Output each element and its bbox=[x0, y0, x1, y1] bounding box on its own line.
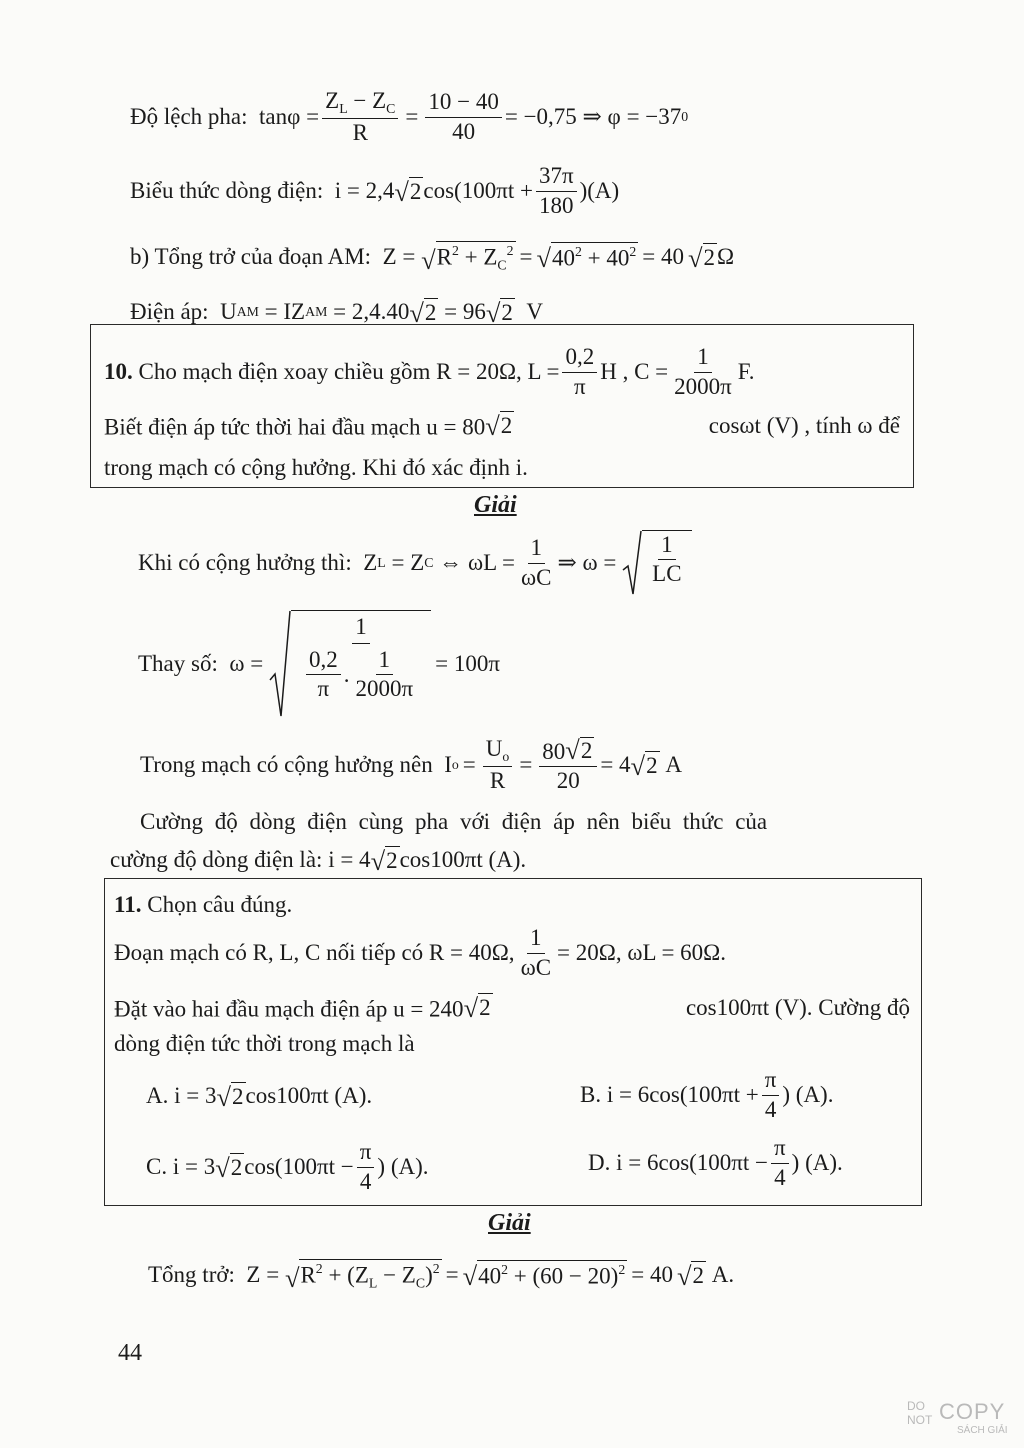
page-number: 44 bbox=[118, 1340, 142, 1366]
substitution-line: Thay số: ω = 1 $\frac{0,2}{\pi}$ . $\frac{1}{2000\pi}$ = 100π bbox=[138, 610, 504, 718]
current-amplitude-line: Trong mạch có cộng hưởng nên I o = $\frac{U_o}{R}$ = 80 √ 2 20 = 4 √ 2 A bbox=[140, 734, 682, 794]
final-current-line: cường độ dòng điện là: i = 4 √ 2 cos100πt (A). bbox=[110, 845, 527, 876]
zl-zc-over-r: $\frac{Z_L - Z_C}{R}$ bbox=[322, 89, 398, 145]
problem-10-line3: trong mạch có cộng hưởng. Khi đó xác định i. bbox=[104, 455, 528, 480]
impedance-am-line: b) Tổng trở của đoạn AM: Z = √ $R^2 + Z_C^2$ = √ $40^2 + 40^2$ = 40 √ 2 Ω bbox=[130, 242, 735, 275]
phase-line: Độ lệch pha: tanφ = $\frac{Z_L - Z_C}{R}$ = $\frac{10 - 40}{40}$ = −0,75 ⇒ φ = −37 0 bbox=[130, 87, 689, 146]
problem-11-line1: Đoạn mạch có R, L, C nối tiếp có R = 40Ω, $\frac{1}{\omega C}$ = 20Ω, ωL = 60Ω. bbox=[114, 925, 727, 980]
option-a[interactable]: A. i = 3 √ 2 cos100πt (A). bbox=[146, 1081, 373, 1112]
voltage-am-line: Điện áp: U AM = IZ AM = 2,4.40 √ 2 = 96 √ 2 V bbox=[130, 297, 543, 328]
problem-11-line3: dòng điện tức thời trong mạch là bbox=[114, 1031, 415, 1056]
total-impedance-line: Tổng trở: Z = √ $R^2 + (Z_L - Z_C)^2$ = √ $40^2 + (60 - 20)^2$ = 40 √ 2 A. bbox=[148, 1260, 735, 1293]
solution-heading-1: Giải bbox=[474, 492, 517, 518]
problem-11-title: 11. Chọn câu đúng. bbox=[114, 892, 293, 917]
problem-11-line2: Đặt vào hai đầu mạch điện áp u = 240 √ 2 cos100πt (V). Cường độ bbox=[114, 992, 910, 1023]
option-d[interactable]: D. i = 6cos(100πt − $\frac{\pi}{4}$ ) (A). bbox=[588, 1135, 843, 1190]
problem-10-line2: Biết điện áp tức thời hai đầu mạch u = 80 √ 2 cosωt (V) , tính ω để bbox=[104, 410, 900, 441]
num-frac: $\frac{10 - 40}{40}$ bbox=[425, 90, 501, 143]
problem-10-line1: 10. Cho mạch điện xoay chiều gồm R = 20Ω, L = $\frac{0,2}{\pi}$ H , C = $\frac{1}{2000\pi}$ F. bbox=[104, 344, 755, 399]
current-expression-line: Biểu thức dòng điện: i = 2,4 √ 2 cos(100πt + $\frac{37\pi}{180}$ )(A) bbox=[130, 163, 620, 218]
option-c[interactable]: C. i = 3 √ 2 cos(100πt − $\frac{\pi}{4}$ ) (A). bbox=[146, 1139, 429, 1194]
watermark-stamp: DO NOT COPY SÁCH GIẢI bbox=[907, 1399, 1008, 1436]
phase-text-line: Cường độ dòng điện cùng pha với điện áp nên biểu thức của bbox=[140, 809, 768, 834]
solution-heading-2: Giải bbox=[488, 1210, 531, 1236]
resonance-line: Khi có cộng hưởng thì: Z L = Z C ⇔ ωL = $\frac{1}{\omega C}$ ⇒ ω = $\frac{1}{LC}$ bbox=[138, 530, 692, 596]
option-b[interactable]: B. i = 6cos(100πt + $\frac{\pi}{4}$ ) (A). bbox=[580, 1067, 834, 1122]
